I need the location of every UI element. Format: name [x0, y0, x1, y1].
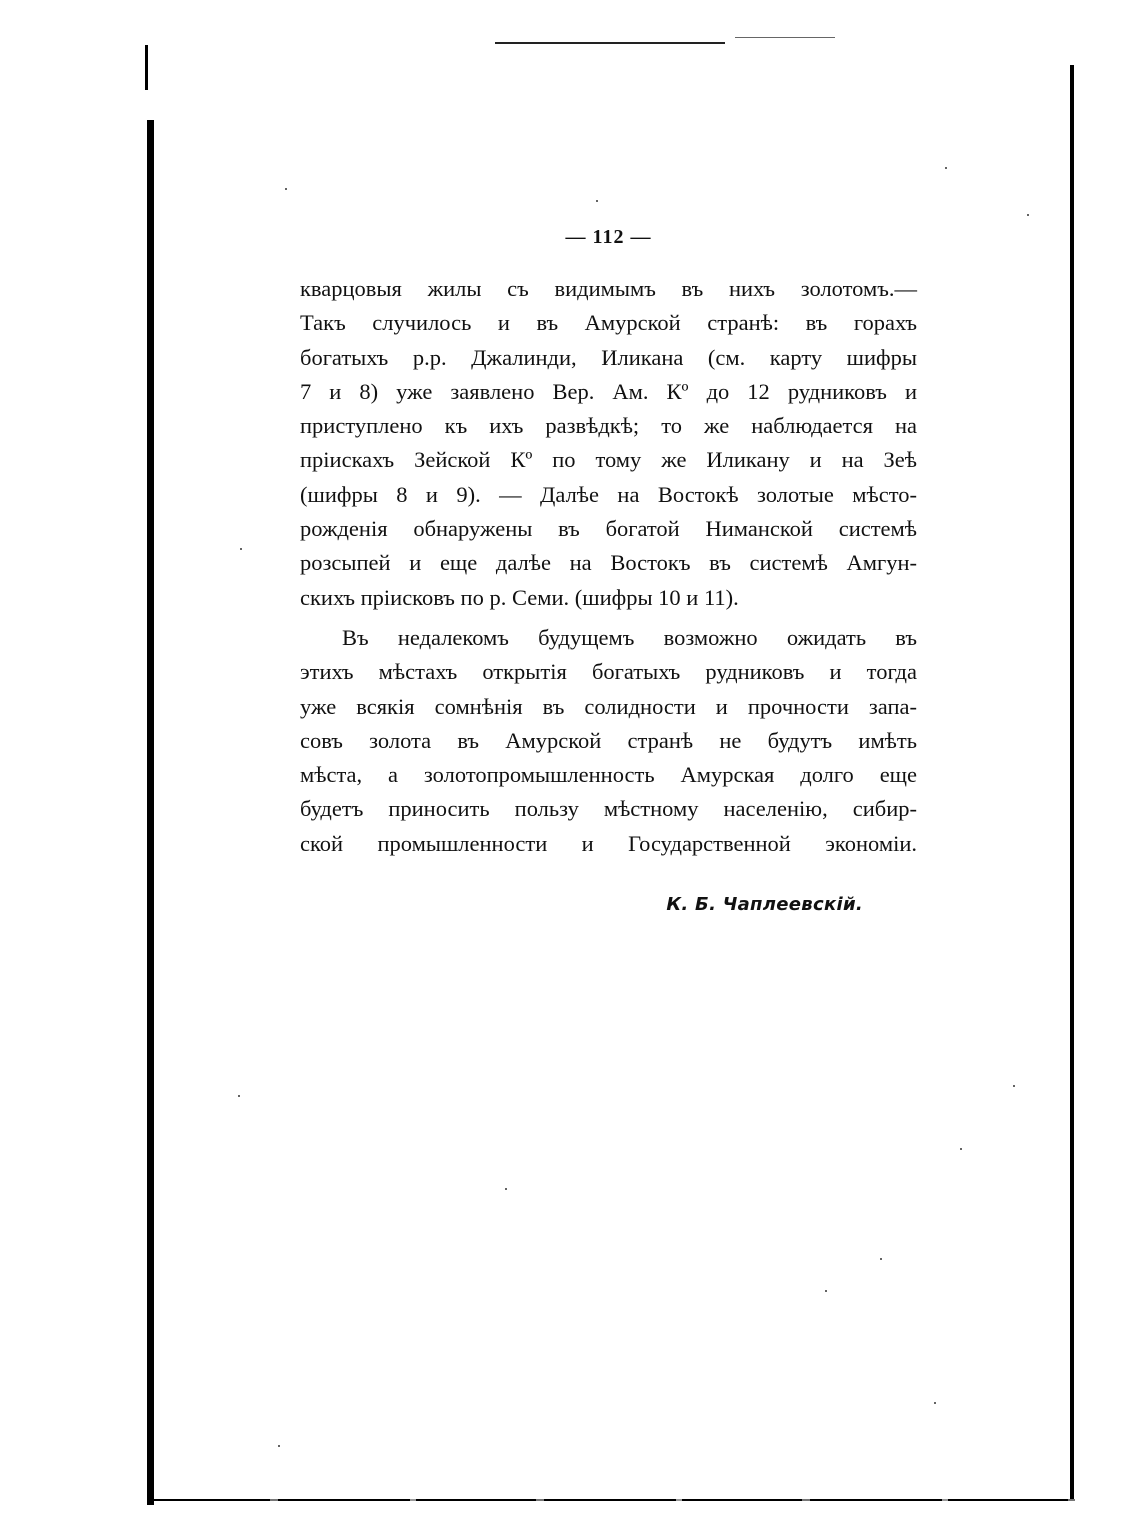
text-line: этихъ мѣстахъ открытiя богатыхъ рудниковъ и тогда: [300, 659, 917, 685]
dust-speck: [1013, 1085, 1015, 1087]
dust-speck: [278, 1445, 280, 1447]
text-line: рожденiя обнаружены въ богатой Ниманской системѣ: [300, 516, 917, 542]
author-signature: К. Б. Чаплеевскiй.: [666, 894, 863, 915]
dust-speck: [880, 1258, 882, 1260]
text-line: кварцовыя жилы съ видимымъ въ нихъ золотомъ.—: [300, 276, 917, 301]
text-line: ской промышленности и Государственной экономiи.: [300, 830, 917, 856]
page-number: — 112 —: [565, 226, 652, 248]
text-line: розсыпей и еще далѣе на Востокъ въ системѣ Амгун-: [300, 550, 917, 576]
text-line: Такъ случилось и въ Амурской странѣ: въ горахъ: [300, 310, 917, 336]
scan-left-edge: [147, 120, 154, 1505]
text-line: прiискахъ Зейской Кº по тому же Иликану и на Зеѣ: [300, 447, 917, 473]
paragraph: [300, 272, 917, 615]
dust-speck: [505, 1188, 507, 1190]
text-line: богатыхъ р.р. Джалинди, Иликана (см. карту шифры: [300, 344, 917, 370]
dust-speck: [960, 1148, 962, 1150]
dust-speck: [945, 167, 947, 169]
text-line: мѣста, а золотопромышленность Амурская долго еще: [300, 762, 917, 788]
text-line: (шифры 8 и 9). — Далѣе на Востокѣ золотые мѣсто-: [300, 481, 917, 507]
text-line: скихъ прiисковъ по р. Семи. (шифры 10 и 11).: [300, 584, 739, 610]
dust-speck: [285, 188, 287, 190]
dust-speck: [934, 1402, 936, 1404]
scan-right-edge: [1070, 65, 1074, 1500]
text-line: Въ недалекомъ будущемъ возможно ожидать въ: [342, 624, 917, 650]
text-line: будетъ приносить пользу мѣстному населенiю, сибир-: [300, 796, 917, 822]
scan-top-edge-fragment: [735, 37, 835, 38]
dust-speck: [240, 548, 242, 550]
dust-speck: [825, 1290, 827, 1292]
text-line: приступлено къ ихъ развѣдкѣ; то же наблюдается на: [300, 413, 917, 439]
dust-speck: [238, 1095, 240, 1097]
scan-left-edge-top: [145, 45, 148, 90]
text-line: уже всякiя сомнѣнiя въ солидности и прочности запа-: [300, 693, 917, 719]
body-text: [300, 272, 917, 861]
dust-speck: [1027, 214, 1029, 216]
text-line: 7 и 8) уже заявлено Вер. Ам. Кº до 12 рудниковъ и: [300, 378, 917, 404]
scan-top-edge: [495, 42, 725, 44]
dust-speck: [596, 200, 598, 202]
text-line: совъ золота въ Амурской странѣ не будутъ имѣть: [300, 727, 917, 753]
scan-bottom-edge: [150, 1499, 1075, 1501]
paragraph: [300, 621, 917, 861]
